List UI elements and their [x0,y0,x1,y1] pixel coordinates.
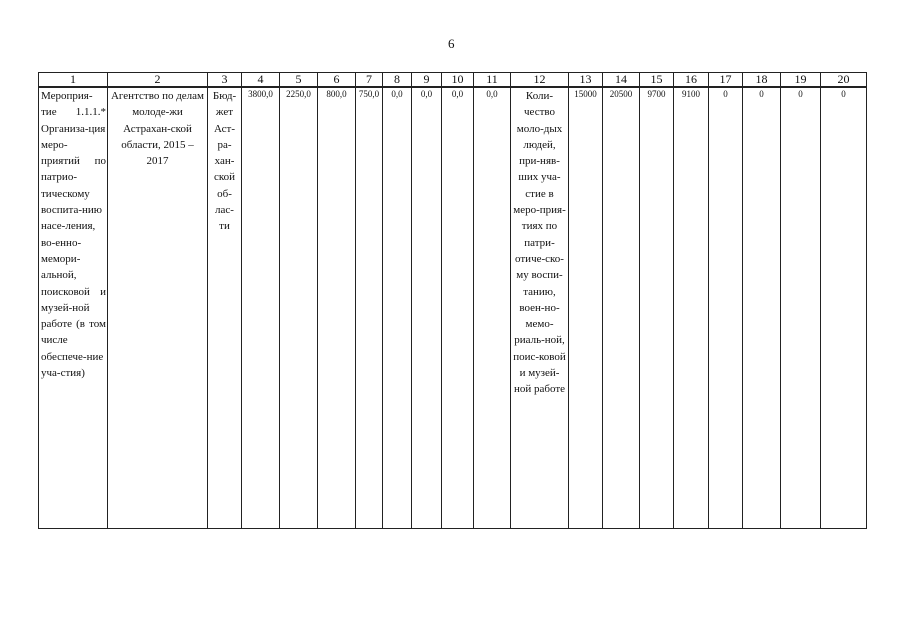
header-cell: 5 [280,73,318,88]
activity-name-cell: Мероприя-тие 1.1.1.* Организа-ция меро-приятий по патрио-тическому воспита-нию насе-ления, во-енно-мемори-альной, поисковой и музей-ной работе (в том числе обеспече-ние уча-стия) [39,87,108,529]
executor-period-cell: Агентство по делам молоде-жи Астрахан-ской области, 2015 – 2017 [108,87,208,529]
header-cell: 18 [743,73,781,88]
value-cell: 0,0 [383,87,412,529]
value-cell: 0 [821,87,867,529]
indicator-name-cell: Коли-чество моло-дых людей, при-няв-ших уча-стие в меро-прия-тиях по патри-отиче-ско-му воспи-танию, воен-но-мемо-риаль-ной, поис-ковой и музей-ной работе [511,87,569,529]
header-cell: 19 [781,73,821,88]
value-cell: 800,0 [318,87,356,529]
value-cell: 0,0 [442,87,474,529]
header-cell: 1 [39,73,108,88]
funding-source-cell: Бюд-жет Аст-ра-хан-ской об-лас-ти [208,87,242,529]
value-cell: 0 [781,87,821,529]
header-cell: 15 [640,73,674,88]
value-cell: 0,0 [474,87,511,529]
header-cell: 10 [442,73,474,88]
header-cell: 8 [383,73,412,88]
header-cell: 3 [208,73,242,88]
value-cell: 20500 [603,87,640,529]
header-cell: 6 [318,73,356,88]
value-cell: 9100 [674,87,709,529]
header-cell: 12 [511,73,569,88]
header-cell: 17 [709,73,743,88]
value-cell: 750,0 [356,87,383,529]
header-row [39,73,867,88]
header-cell: 9 [412,73,442,88]
header-cell: 4 [242,73,280,88]
value-cell: 0 [709,87,743,529]
header-cell: 7 [356,73,383,88]
value-cell: 2250,0 [280,87,318,529]
value-cell: 15000 [569,87,603,529]
value-cell: 9700 [640,87,674,529]
value-cell: 0,0 [412,87,442,529]
table-row [39,87,867,529]
header-cell: 16 [674,73,709,88]
header-cell: 14 [603,73,640,88]
header-cell: 11 [474,73,511,88]
header-cell: 20 [821,73,867,88]
value-cell: 3800,0 [242,87,280,529]
page-number: 6 [448,36,455,51]
program-table [38,72,867,529]
value-cell: 0 [743,87,781,529]
header-cell: 13 [569,73,603,88]
header-cell: 2 [108,73,208,88]
